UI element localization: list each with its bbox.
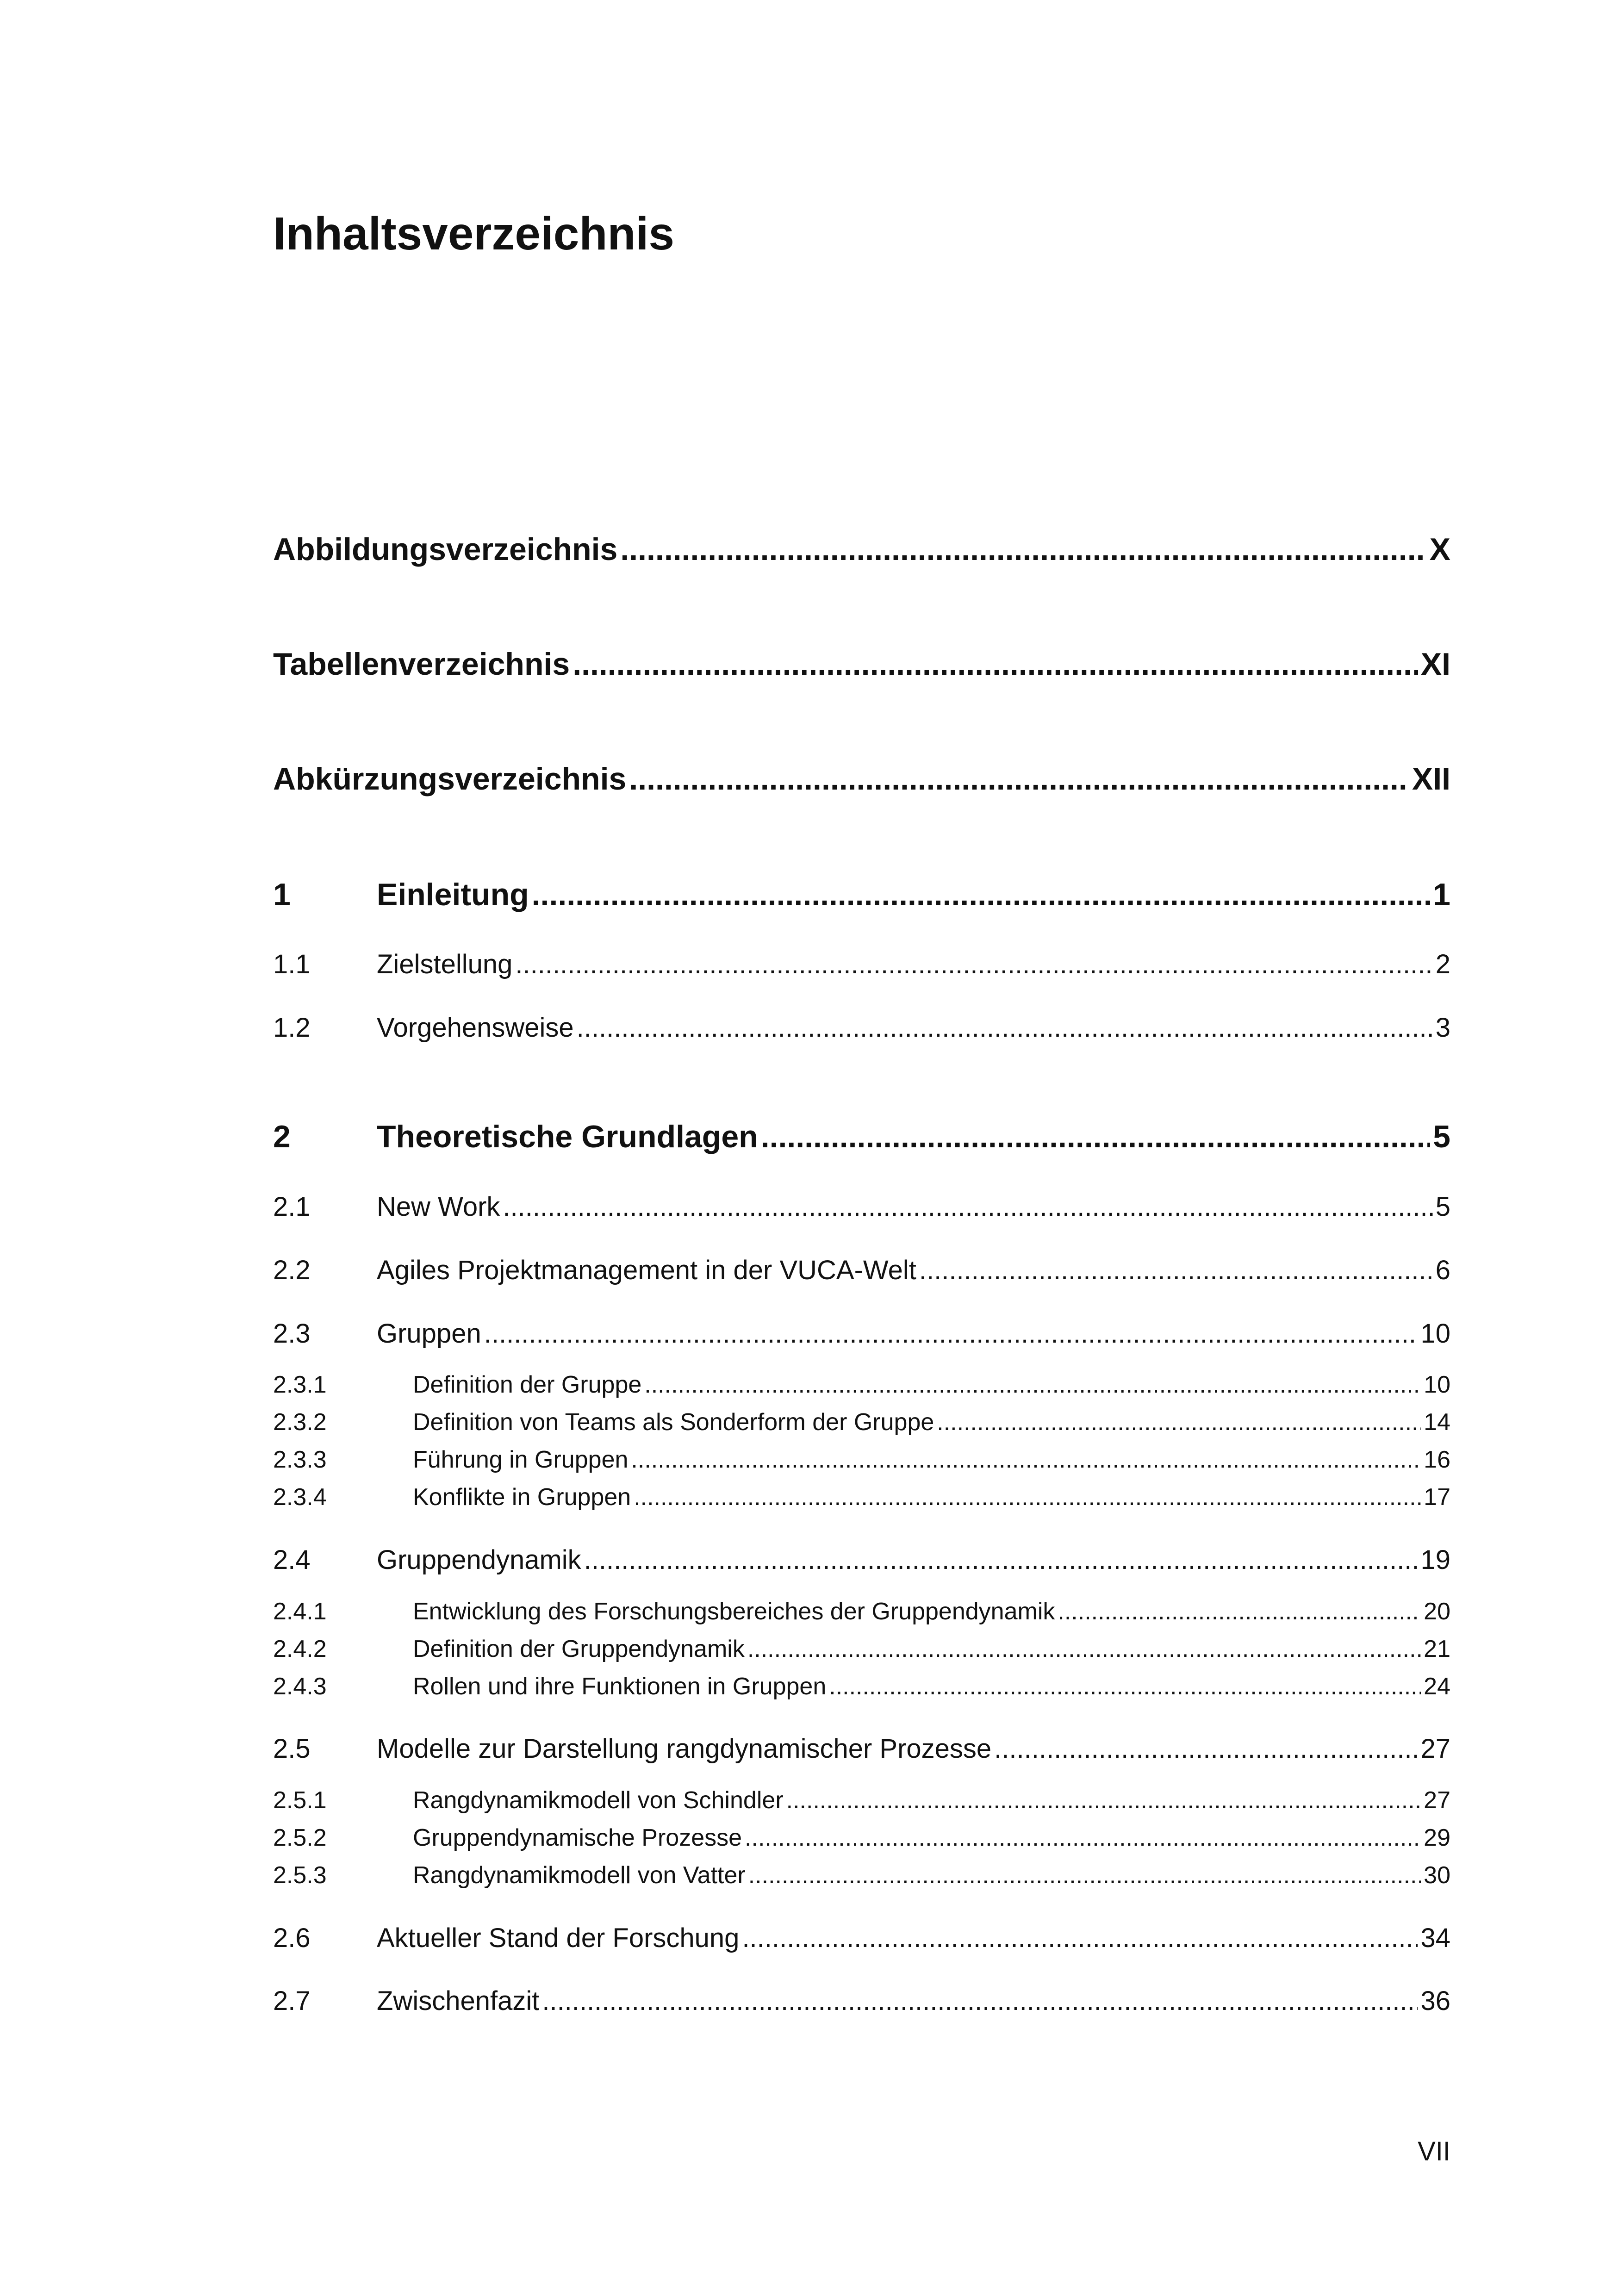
toc-entry-title: Abkürzungsverzeichnis [273, 761, 627, 796]
toc-dot-leader [745, 1824, 1421, 1852]
toc-dot-leader [573, 646, 1418, 682]
toc-entry-page: 5 [1433, 1119, 1450, 1154]
toc-entry-title: Aktueller Stand der Forschung [377, 1923, 740, 1953]
toc-entry-title: Gruppendynamische Prozesse [413, 1824, 742, 1851]
toc-entry-title: Vorgehensweise [377, 1013, 574, 1043]
toc-entry-number: 2.4.3 [273, 1673, 327, 1700]
toc-entry-section-2-3[interactable] [273, 1318, 1450, 1349]
toc-entry-page: X [1429, 532, 1450, 567]
toc-entry-page: 21 [1424, 1636, 1450, 1662]
toc-entry-number: 2.3.3 [273, 1446, 327, 1473]
toc-dot-leader [629, 761, 1409, 797]
toc-entry-subsection-2-3-4[interactable] [273, 1483, 1450, 1511]
toc-entry-page: 10 [1420, 1319, 1450, 1349]
toc-entry-title: Gruppen [377, 1319, 481, 1349]
toc-entry-page: 24 [1424, 1673, 1450, 1700]
toc-entry-subsection-2-3-3[interactable] [273, 1446, 1450, 1474]
toc-dot-leader [577, 1012, 1433, 1043]
toc-entry-number: 2.5.3 [273, 1862, 327, 1889]
toc-entry-title: Tabellenverzeichnis [273, 647, 570, 682]
toc-dot-leader [742, 1923, 1418, 1954]
toc-dot-leader [503, 1191, 1432, 1222]
toc-entry-number: 1.1 [273, 949, 311, 979]
toc-entry-title: Definition der Gruppendynamik [413, 1636, 745, 1662]
toc-entry-tabellenverzeichnis[interactable] [273, 646, 1450, 682]
toc-entry-title: Definition der Gruppe [413, 1371, 642, 1398]
toc-entry-page: 20 [1424, 1598, 1450, 1625]
toc-entry-section-2-6[interactable] [273, 1923, 1450, 1954]
toc-entry-title: Definition von Teams als Sonderform der Gruppe [413, 1409, 934, 1436]
toc-dot-leader [634, 1483, 1421, 1511]
toc-entry-number: 1 [273, 877, 291, 912]
toc-entry-page: 6 [1435, 1255, 1450, 1285]
toc-entry-number: 2.3.4 [273, 1484, 327, 1511]
toc-entry-title: Konflikte in Gruppen [413, 1484, 631, 1511]
toc-entry-title: Gruppendynamik [377, 1545, 581, 1575]
toc-entry-subsection-2-4-3[interactable] [273, 1673, 1450, 1700]
toc-entry-number: 2.5.2 [273, 1824, 327, 1851]
toc-dot-leader [829, 1673, 1421, 1700]
toc-entry-number: 2.4.1 [273, 1598, 327, 1625]
toc-entry-number: 2.7 [273, 1986, 311, 2016]
toc-entry-page: XII [1412, 761, 1450, 796]
toc-dot-leader [919, 1255, 1433, 1286]
toc-entry-title: Rollen und ihre Funktionen in Gruppen [413, 1673, 827, 1700]
toc-entry-title: New Work [377, 1192, 500, 1222]
toc-entry-title: Modelle zur Darstellung rangdynamischer Prozesse [377, 1734, 992, 1764]
toc-dot-leader [542, 1985, 1418, 2016]
toc-dot-leader [644, 1371, 1421, 1399]
toc-entry-page: 10 [1424, 1371, 1450, 1398]
toc-dot-leader [584, 1544, 1418, 1575]
toc-entry-subsection-2-5-2[interactable] [273, 1824, 1450, 1852]
toc-entry-subsection-2-5-1[interactable] [273, 1786, 1450, 1814]
toc-entry-section-2-2[interactable] [273, 1255, 1450, 1286]
toc-entry-number: 2.3 [273, 1319, 311, 1349]
toc-dot-leader [631, 1446, 1421, 1474]
toc-entry-number: 2.6 [273, 1923, 311, 1953]
toc-entry-subsection-2-3-2[interactable] [273, 1408, 1450, 1436]
toc-entry-subsection-2-4-1[interactable] [273, 1598, 1450, 1625]
toc-dot-leader [937, 1408, 1421, 1436]
toc-entry-page: 14 [1424, 1409, 1450, 1436]
toc-dot-leader [994, 1733, 1418, 1764]
toc-entry-page: 34 [1420, 1923, 1450, 1953]
toc-entry-title: Agiles Projektmanagement in der VUCA-Welt [377, 1255, 916, 1285]
page-number: VII [1418, 2136, 1450, 2166]
toc-entry-number: 2.5 [273, 1734, 311, 1764]
toc-dot-leader [1058, 1598, 1421, 1625]
toc-entry-abkuerzungsverzeichnis[interactable] [273, 761, 1450, 797]
toc-entry-number: 1.2 [273, 1013, 311, 1043]
toc-entry-page: 5 [1435, 1192, 1450, 1222]
toc-entry-page: 29 [1424, 1824, 1450, 1851]
toc-entry-page: 17 [1424, 1484, 1450, 1511]
toc-entry-chapter-1[interactable] [273, 877, 1450, 913]
toc-entry-section-2-1[interactable] [273, 1191, 1450, 1222]
toc-entry-number: 2.5.1 [273, 1787, 327, 1814]
toc-dot-leader [532, 877, 1431, 913]
toc-entry-page: 2 [1435, 949, 1450, 979]
toc-entry-number: 2.3.1 [273, 1371, 327, 1398]
toc-entry-page: 27 [1424, 1787, 1450, 1814]
toc-entry-page: 3 [1435, 1013, 1450, 1043]
toc-entry-number: 2.2 [273, 1255, 311, 1285]
toc-dot-leader [786, 1786, 1421, 1814]
toc-dot-leader [747, 1635, 1421, 1663]
toc-entry-title: Einleitung [377, 877, 529, 912]
toc-entry-abbildungsverzeichnis[interactable] [273, 531, 1450, 567]
toc-entry-number: 2 [273, 1119, 291, 1154]
toc-dot-leader [515, 949, 1432, 980]
toc-entry-title: Rangdynamikmodell von Vatter [413, 1862, 746, 1889]
toc-entry-section-1-2[interactable] [273, 1012, 1450, 1043]
toc-entry-page: 1 [1433, 877, 1450, 912]
toc-entry-page: 30 [1424, 1862, 1450, 1889]
toc-entry-title: Zielstellung [377, 949, 513, 979]
toc-entry-title: Abbildungsverzeichnis [273, 532, 618, 567]
toc-entry-page: 16 [1424, 1446, 1450, 1473]
toc-entry-number: 2.1 [273, 1192, 311, 1222]
toc-entry-page: 36 [1420, 1986, 1450, 2016]
toc-entry-title: Theoretische Grundlagen [377, 1119, 758, 1154]
toc-entry-subsection-2-5-3[interactable] [273, 1861, 1450, 1889]
toc-entry-section-2-4[interactable] [273, 1544, 1450, 1575]
toc-entry-subsection-2-3-1[interactable] [273, 1371, 1450, 1399]
toc-entry-number: 2.3.2 [273, 1409, 327, 1436]
toc-entry-chapter-2[interactable] [273, 1119, 1450, 1155]
toc-entry-subsection-2-4-2[interactable] [273, 1635, 1450, 1663]
toc-entry-section-2-7[interactable] [273, 1985, 1450, 2016]
toc-dot-leader [761, 1119, 1430, 1155]
toc-entry-title: Zwischenfazit [377, 1986, 540, 2016]
toc-entry-page: 19 [1420, 1545, 1450, 1575]
toc-entry-title: Entwicklung des Forschungsbereiches der Gruppendynamik [413, 1598, 1055, 1625]
toc-dot-leader [484, 1318, 1418, 1349]
toc-entry-page: XI [1420, 647, 1450, 682]
toc-entry-number: 2.4 [273, 1545, 311, 1575]
toc-dot-leader [748, 1861, 1421, 1889]
toc-entry-section-1-1[interactable] [273, 949, 1450, 980]
toc-entry-number: 2.4.2 [273, 1636, 327, 1662]
toc-entry-page: 27 [1420, 1734, 1450, 1764]
toc-entry-title: Rangdynamikmodell von Schindler [413, 1787, 784, 1814]
toc-entry-title: Führung in Gruppen [413, 1446, 629, 1473]
toc-entry-section-2-5[interactable] [273, 1733, 1450, 1764]
toc-dot-leader [620, 531, 1426, 567]
page-title: Inhaltsverzeichnis [273, 208, 674, 260]
